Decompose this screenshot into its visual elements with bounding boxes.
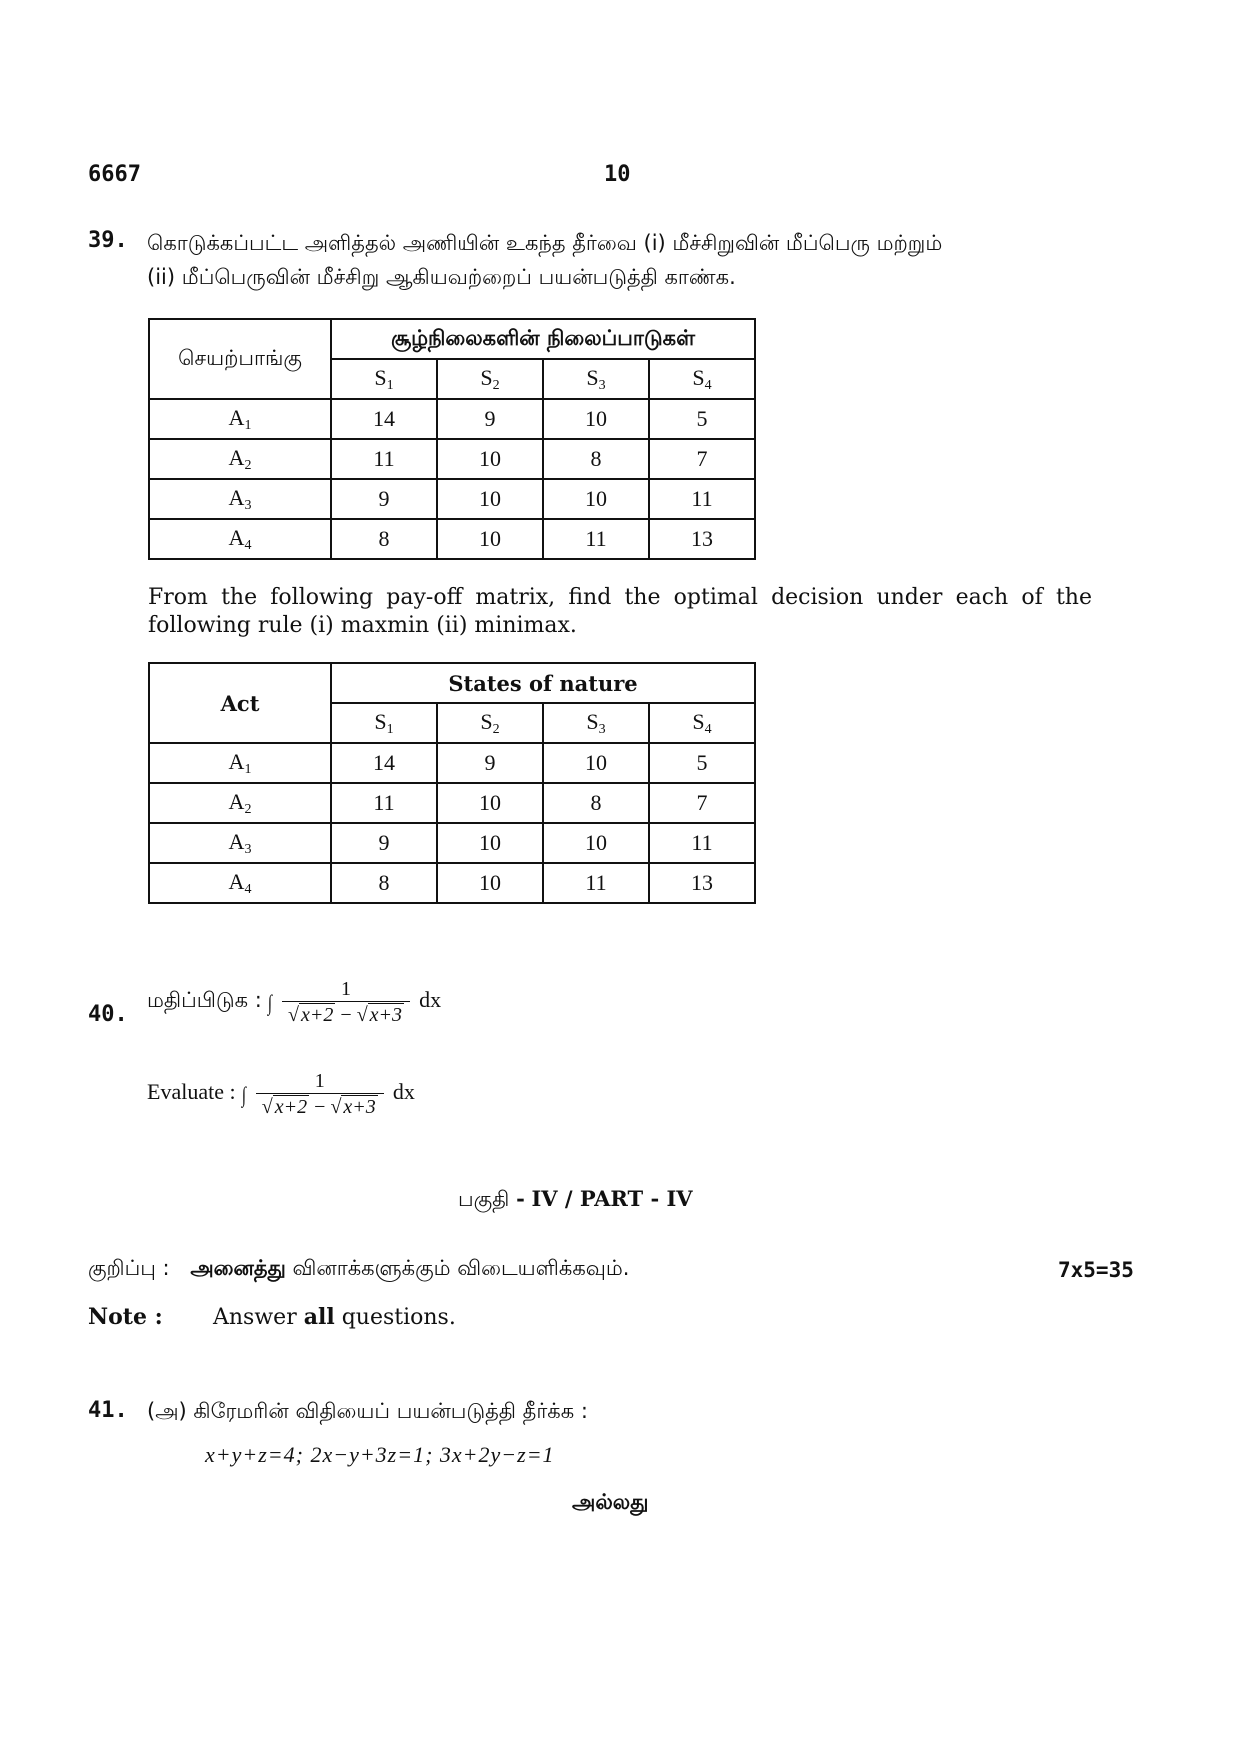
row-label-base: A <box>228 484 245 510</box>
table-row <box>149 519 755 559</box>
table-cell: 9 <box>437 399 543 439</box>
marks-badge: 7x5=35 <box>1058 1258 1134 1282</box>
table-cell: 10 <box>437 863 543 903</box>
table-row <box>149 863 755 903</box>
column-header-sub: 1 <box>386 721 394 737</box>
row-label-sub: 1 <box>244 761 252 777</box>
table-cell: 8 <box>543 439 649 479</box>
table-cell: 10 <box>437 823 543 863</box>
row-header: செயற்பாங்கு <box>149 319 331 399</box>
column-header <box>543 703 649 743</box>
part-heading <box>458 1186 693 1214</box>
column-header <box>543 359 649 399</box>
q41-tamil-text: கிரேமரின் விதியைப் பயன்படுத்தி தீர்க்க : <box>193 1399 588 1423</box>
column-header-base: S <box>692 708 705 734</box>
q39-tamil-line1: கொடுக்கப்பட்ட அளித்தல் அணியின் உகந்த தீர்வை (i) மீச்சிறுவின் மீப்பெரு மற்றும் <box>147 231 943 255</box>
table-cell: 9 <box>437 743 543 783</box>
note-tamil-text: வினாக்களுக்கும் விடையளிக்கவும். <box>292 1256 630 1280</box>
row-label-base: A <box>228 524 245 550</box>
column-header-base: S <box>480 364 493 390</box>
paper-code: 6667 <box>88 162 141 187</box>
row-label <box>149 519 331 559</box>
column-header-sub: 4 <box>704 377 712 393</box>
q39-tamil-text <box>147 226 1107 294</box>
table-cell: 10 <box>437 519 543 559</box>
differential: dx <box>419 987 442 1012</box>
table-cell: 10 <box>437 783 543 823</box>
table-cell: 10 <box>543 479 649 519</box>
differential: dx <box>392 1079 415 1104</box>
row-label-base: A <box>228 828 245 854</box>
table-cell: 8 <box>331 519 437 559</box>
table-row <box>149 783 755 823</box>
note-english-pre: Answer <box>213 1305 297 1330</box>
column-header-base: S <box>586 364 599 390</box>
column-header-base: S <box>692 364 705 390</box>
table-cell: 8 <box>543 783 649 823</box>
column-header-sub: 2 <box>492 377 500 393</box>
payoff-table-english <box>148 662 756 904</box>
or-text: அல்லது <box>572 1490 649 1514</box>
table-cell: 13 <box>649 863 755 903</box>
minus-sign: − <box>340 1004 352 1026</box>
column-header <box>437 703 543 743</box>
column-header-base: S <box>374 364 387 390</box>
row-label <box>149 479 331 519</box>
page-number: 10 <box>604 162 631 187</box>
question-number: 40. <box>88 1002 128 1027</box>
row-label-base: A <box>228 748 245 774</box>
column-header-sub: 4 <box>704 721 712 737</box>
column-header <box>649 703 755 743</box>
table-cell: 11 <box>649 479 755 519</box>
row-label-sub: 2 <box>244 801 252 817</box>
row-label-sub: 3 <box>244 841 252 857</box>
table-row <box>149 439 755 479</box>
numerator: 1 <box>341 978 352 1000</box>
row-label <box>149 823 331 863</box>
table-cell: 14 <box>331 399 437 439</box>
numerator: 1 <box>314 1070 325 1092</box>
q39-tamil-line2: (ii) மீப்பெருவின் மீச்சிறு ஆகியவற்றைப் பயன்படுத்தி காண்க. <box>147 265 736 289</box>
note-english <box>88 1304 456 1330</box>
fraction <box>282 978 410 1027</box>
row-label-sub: 1 <box>244 417 252 433</box>
row-label-base: A <box>228 404 245 430</box>
column-header-base: S <box>480 708 493 734</box>
radicand-right: x+3 <box>369 1004 403 1026</box>
question-number: 41. <box>88 1398 128 1423</box>
table-cell: 11 <box>331 783 437 823</box>
denominator: √ x+2 − √ x+3 <box>256 1093 384 1119</box>
column-header <box>437 359 543 399</box>
row-label-sub: 3 <box>244 497 252 513</box>
column-header <box>649 359 755 399</box>
column-header-base: S <box>586 708 599 734</box>
table-cell: 11 <box>543 863 649 903</box>
note-tamil-label: குறிப்பு : <box>88 1256 170 1280</box>
table-cell: 10 <box>543 823 649 863</box>
group-header: States of nature <box>331 663 755 703</box>
radicand-left: x+2 <box>274 1096 308 1118</box>
column-header <box>331 703 437 743</box>
column-header-sub: 2 <box>492 721 500 737</box>
table-cell: 10 <box>543 399 649 439</box>
part-tamil: பகுதி <box>458 1187 510 1211</box>
row-label-base: A <box>228 868 245 894</box>
table-cell: 5 <box>649 399 755 439</box>
table-row <box>149 743 755 783</box>
row-label <box>149 783 331 823</box>
table-cell: 7 <box>649 439 755 479</box>
table-cell: 13 <box>649 519 755 559</box>
integral-sign-icon: ∫ <box>267 989 273 1015</box>
q40-english-label: Evaluate : <box>147 1079 236 1104</box>
note-tamil-bold: அனைத்து <box>190 1256 286 1280</box>
minus-sign: − <box>314 1096 326 1118</box>
note-english-post: questions. <box>341 1305 456 1330</box>
table-row <box>149 823 755 863</box>
note-english-label: Note : <box>88 1304 163 1330</box>
column-header-base: S <box>374 708 387 734</box>
equation-system: x+y+z=4; 2x−y+3z=1; 3x+2y−z=1 <box>205 1442 555 1467</box>
row-label <box>149 399 331 439</box>
option-label: (அ) <box>147 1399 187 1423</box>
column-header-sub: 3 <box>598 377 606 393</box>
radicand-right: x+3 <box>343 1096 376 1118</box>
row-label-sub: 4 <box>244 537 252 553</box>
note-tamil <box>88 1256 629 1283</box>
note-english-bold: all <box>303 1304 335 1330</box>
table-cell: 11 <box>649 823 755 863</box>
table-cell: 8 <box>331 863 437 903</box>
row-label <box>149 863 331 903</box>
row-label-sub: 2 <box>244 457 252 473</box>
table-cell: 5 <box>649 743 755 783</box>
fraction <box>256 1070 384 1119</box>
row-label-base: A <box>228 444 245 470</box>
column-header <box>331 359 437 399</box>
q40-english-expression <box>147 1070 415 1119</box>
column-header-sub: 1 <box>386 377 394 393</box>
part-dash: - <box>516 1186 525 1211</box>
payoff-table-tamil <box>148 318 756 560</box>
table-cell: 7 <box>649 783 755 823</box>
q41-tamil-line <box>147 1394 588 1428</box>
table-cell: 11 <box>543 519 649 559</box>
integral-sign-icon: ∫ <box>241 1081 246 1107</box>
column-header-sub: 3 <box>598 721 606 737</box>
table-cell: 11 <box>331 439 437 479</box>
table-cell: 10 <box>437 439 543 479</box>
table-row <box>149 479 755 519</box>
row-label-sub: 4 <box>244 881 252 897</box>
row-label-base: A <box>228 788 245 814</box>
row-label <box>149 439 331 479</box>
q40-tamil-label: மதிப்பிடுக : <box>147 988 262 1012</box>
table-row <box>149 399 755 439</box>
table-cell: 10 <box>437 479 543 519</box>
question-number: 39. <box>88 228 128 253</box>
table-cell: 14 <box>331 743 437 783</box>
row-label <box>149 743 331 783</box>
group-header: சூழ்நிலைகளின் நிலைப்பாடுகள் <box>331 319 755 359</box>
part-label: IV / PART - IV <box>531 1186 693 1211</box>
table-cell: 10 <box>543 743 649 783</box>
table-cell: 9 <box>331 823 437 863</box>
radicand-left: x+2 <box>301 1004 334 1026</box>
q39-english-text: From the following pay-off matrix, find the optimal decision under each of the following rule (i) maxmin (ii) minimax. <box>148 585 1092 638</box>
denominator: √ x+2 − √ x+3 <box>282 1001 410 1027</box>
row-header: Act <box>149 663 331 743</box>
q40-tamil-expression <box>147 978 441 1027</box>
table-cell: 9 <box>331 479 437 519</box>
